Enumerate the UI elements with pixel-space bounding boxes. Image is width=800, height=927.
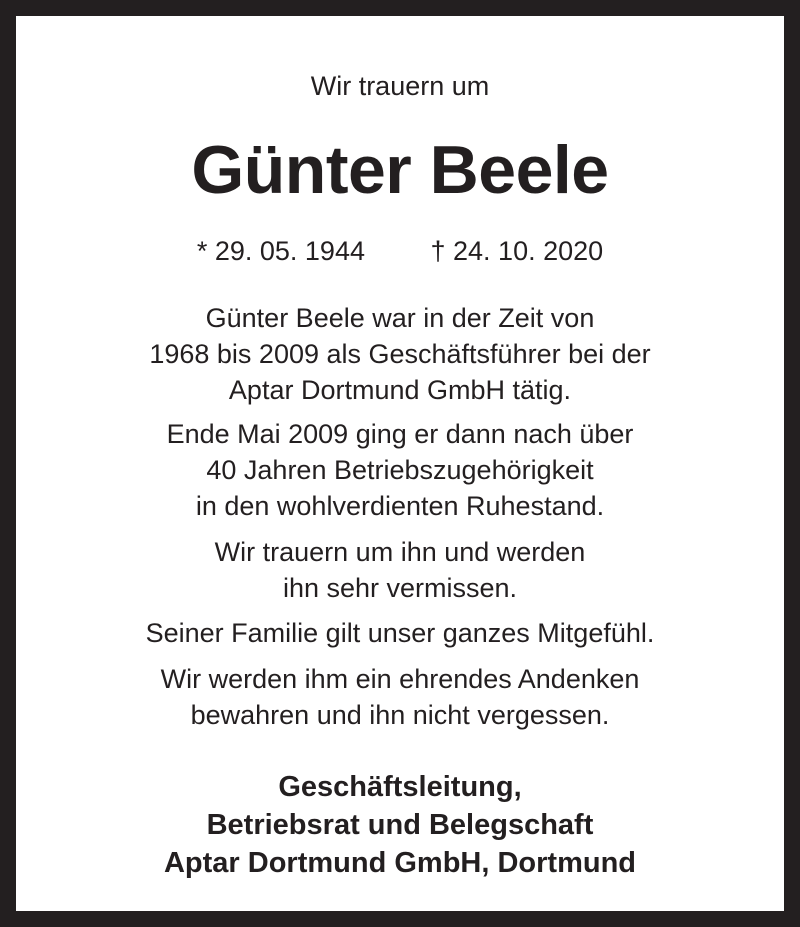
signature-line: Aptar Dortmund GmbH, Dortmund — [163, 847, 636, 879]
birth-date: * 29. 05. 1944 — [196, 236, 365, 266]
intro-text: Wir trauern um — [310, 71, 490, 101]
paragraph-line: 40 Jahren Betriebszugehörigkeit — [206, 455, 594, 485]
paragraph-remembrance — [32, 661, 768, 733]
paragraph-line: 1968 bis 2009 als Geschäftsführer bei der — [149, 339, 651, 369]
paragraph-mourning — [32, 534, 768, 606]
paragraph-line: Günter Beele war in der Zeit von — [205, 303, 595, 333]
deceased-name: Günter Beele — [191, 132, 609, 208]
signature-line: Geschäftsleitung, — [278, 771, 522, 803]
paragraph-retirement — [32, 416, 768, 524]
paragraph-career — [32, 300, 768, 408]
paragraph-line: Seiner Familie gilt unser ganzes Mitgefühl. — [145, 618, 655, 648]
paragraph-line: Wir werden ihm ein ehrendes Andenken — [160, 664, 640, 694]
paragraph-line: in den wohlverdienten Ruhestand. — [195, 491, 605, 521]
paragraph-line: bewahren und ihn nicht vergessen. — [190, 700, 610, 730]
death-date: † 24. 10. 2020 — [430, 236, 604, 266]
signature-block — [32, 768, 768, 882]
obituary-content — [32, 32, 768, 895]
paragraph-line: Aptar Dortmund GmbH tätig. — [228, 375, 572, 405]
paragraph-line: Ende Mai 2009 ging er dann nach über — [166, 419, 634, 449]
paragraph-condolence — [32, 615, 768, 651]
paragraph-line: ihn sehr vermissen. — [282, 573, 518, 603]
signature-line: Betriebsrat und Belegschaft — [206, 809, 594, 841]
paragraph-line: Wir trauern um ihn und werden — [214, 537, 586, 567]
life-dates — [32, 234, 768, 268]
